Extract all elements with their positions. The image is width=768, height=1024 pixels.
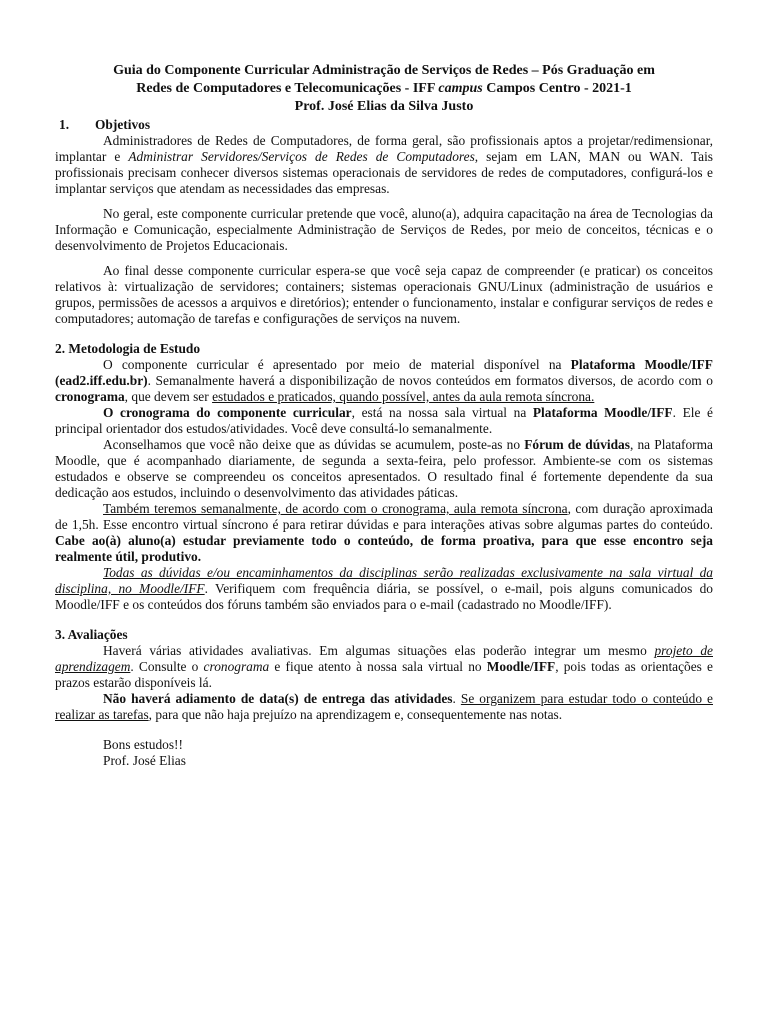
text-run: , com duração aproximada de 1,5h. Esse encontro virtual síncrono é para retirar dúvidas e para interações ativas sobre algumas partes do conteúdo. [55, 501, 713, 532]
section-1-heading [55, 117, 713, 133]
text-run: , sejam em LAN, MAN ou WAN. Tais profissionais precisam conhecer diversos sistemas operacionais de servidores de redes de computadores, configurá-los e implantar serviços que atendam as necessidades das empresas. [55, 149, 714, 196]
section-2-heading: 2. Metodologia de Estudo [55, 341, 201, 356]
text-run: Administradores de Redes de Computadores, de forma geral, são profissionais aptos a projetar/redimensionar, implantar e [55, 133, 713, 164]
text-run: . Verifiquem com frequência diária, se possível, o e-mail, pois alguns comunicados do Moodle/IFF e os conteúdos dos fóruns também são enviados para o e-mail (cadastrado no Moodle/IFF). [55, 581, 713, 612]
underline-run: Se organizem para estudar todo o conteúdo e realizar as tarefas [55, 691, 713, 722]
section-2-paragraph-1 [55, 357, 713, 405]
italic-run: Administrar Servidores/Serviços de Redes de Computadores [128, 149, 475, 164]
text-run: . Semanalmente haverá a disponibilização de novos conteúdos em formatos diversos, de acordo com o [147, 373, 713, 388]
bold-run: Plataforma Moodle/IFF [532, 405, 673, 420]
bold-run: Cabe ao(à) aluno(a) estudar previamente todo o conteúdo, de forma proativa, para que esse encontro seja realmente útil, produtivo. [55, 533, 713, 564]
title-line-2-text: Redes de Computadores e Telecomunicações - IFF [136, 81, 439, 96]
bold-run: Fórum de dúvidas [524, 437, 630, 452]
section-2-paragraph-3 [55, 437, 713, 501]
section-3-paragraph-2 [55, 691, 713, 723]
underline-run: Também teremos semanalmente, de acordo com o cronograma, aula remota síncrona [103, 501, 568, 516]
title-campus-word: campus [438, 81, 483, 96]
section-2-paragraph-2 [55, 405, 713, 437]
text-run: e fique atento à nossa sala virtual no [269, 659, 487, 674]
text-run: . [452, 691, 461, 706]
text-run: , que devem ser [124, 389, 213, 404]
bold-run: O cronograma do componente curricular [103, 405, 352, 420]
section-1-number: 1. [59, 117, 70, 132]
text-run: , para que não haja prejuízo na aprendizagem e, consequentemente nas notas. [148, 707, 563, 722]
italic-underline-run: projeto de aprendizagem [55, 643, 713, 674]
title-line-2-end: Campos Centro - 2021-1 [482, 81, 632, 96]
closing-greeting: Bons estudos!! [103, 737, 183, 752]
section-3-heading: 3. Avaliações [55, 627, 128, 642]
document-title [55, 62, 713, 116]
title-line-1: Guia do Componente Curricular Administração de Serviços de Redes – Pós Graduação em [113, 63, 655, 78]
italic-underline-run: Todas as dúvidas e/ou encaminhamentos da disciplinas serão realizadas exclusivamente na sala virtual da disciplina, no Moodle/IFF [55, 565, 713, 596]
text-run: Aconselhamos que você não deixe que as dúvidas se acumulem, poste-as no [103, 437, 525, 452]
text-run: Haverá várias atividades avaliativas. Em algumas situações elas poderão integrar um mesmo [103, 643, 655, 658]
section-1-title: Objetivos [95, 117, 151, 132]
text-run: , está na nossa sala virtual na [351, 405, 533, 420]
section-2-paragraph-4 [55, 501, 713, 565]
bold-run: cronograma [55, 389, 125, 404]
bold-run: Moodle/IFF [486, 659, 556, 674]
section-1-paragraph-1 [55, 133, 713, 197]
underline-run: estudados e praticados, quando possível, antes da aula remota síncrona. [212, 389, 595, 404]
section-1-paragraph-3: Ao final desse componente curricular espera-se que você seja capaz de compreender (e praticar) os conceitos relativos à: virtualização de servidores; containers; sistemas operacionais GNU/Linux (administração de usuários e grupos, permissões de acessos a arquivos e diretórios); entender o funcionamento, instalar e configurar serviços de redes e computadores; automação de tarefas e configurações de serviços na nuvem. [55, 263, 713, 326]
title-author: Prof. José Elias da Silva Justo [294, 99, 474, 114]
bold-run: Não haverá adiamento de data(s) de entrega das atividades [103, 691, 453, 706]
text-run: , pois todas as orientações e prazos estarão disponíveis lá. [55, 659, 714, 690]
title-line-2 [55, 80, 713, 98]
closing-signature: Prof. José Elias [103, 753, 186, 768]
italic-run: cronograma [203, 659, 270, 674]
section-2-paragraph-5 [55, 565, 713, 613]
bold-run: Plataforma Moodle/IFF (ead2.iff.edu.br) [55, 357, 713, 388]
text-run: . Consulte o [130, 659, 204, 674]
text-run: , na Plataforma Moodle, que é acompanhado diariamente, de segunda a sexta-feira, pelo professor. Ambiente-se com os sistemas estudados e observe se compreendeu os conceitos apresentados. O resultado final é fortemente dependente da sua dedicação aos estudos, incluindo o desenvolvimento das atividades páticas. [55, 437, 713, 500]
section-3-paragraph-1 [55, 643, 713, 691]
text-run: . Ele é principal orientador dos estudos/atividades. Você deve consultá-lo semanalmente. [55, 405, 713, 436]
text-run: O componente curricular é apresentado por meio de material disponível na [103, 357, 571, 372]
section-1-paragraph-2: No geral, este componente curricular pretende que você, aluno(a), adquira capacitação na área de Tecnologias da Informação e Comunicação, especialmente Administração de Serviços de Redes, por meio de conceitos, técnicas e o desenvolvimento de Projetos Educacionais. [55, 206, 713, 253]
